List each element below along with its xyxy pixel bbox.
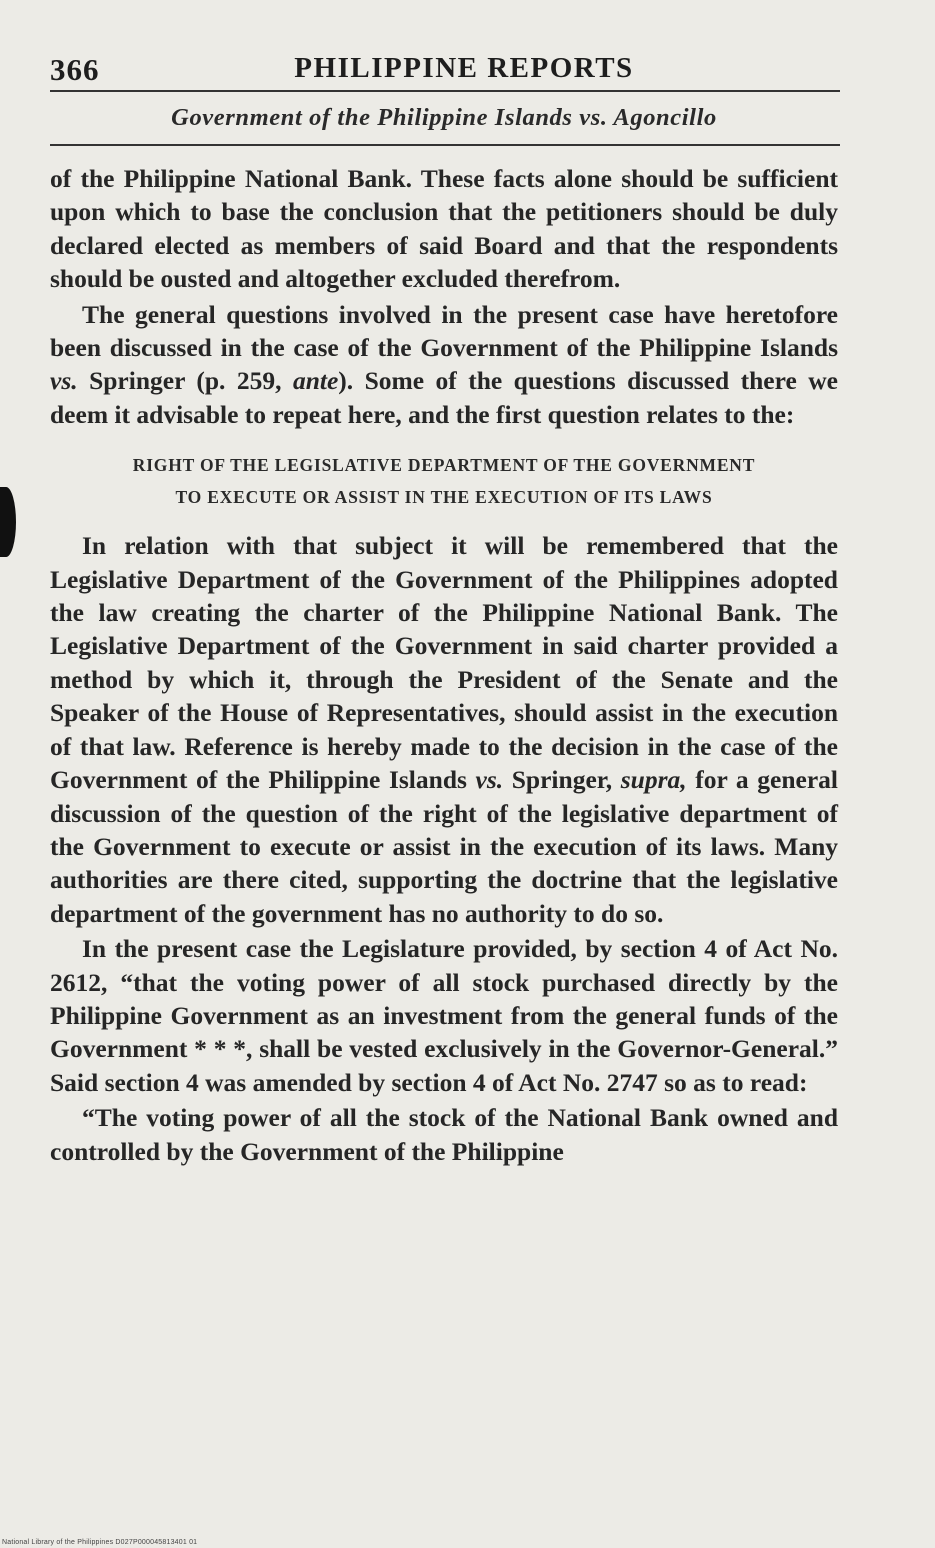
section-heading <box>50 449 838 513</box>
section-heading-line-1: RIGHT OF THE LEGISLATIVE DEPARTMENT OF THE GOVERNMENT <box>132 455 756 476</box>
header-rule-bottom <box>50 144 840 146</box>
paragraph-2-ante: ante <box>292 366 339 396</box>
paragraph-2-text-b: Springer (p. 259, <box>77 366 293 396</box>
header-rule-top <box>50 90 840 92</box>
section-heading-line-2: TO EXECUTE OR ASSIST IN THE EXECUTION OF ITS LAWS <box>175 487 713 508</box>
page-content <box>50 50 838 1168</box>
case-title: Government of the Philippine Islands vs. Agoncillo <box>171 104 717 131</box>
paragraph-3 <box>50 529 838 930</box>
paragraph-5: “The voting power of all the stock of the National Bank owned and controlled by the Government of the Philippine <box>50 1103 838 1166</box>
paragraph-2-vs: vs. <box>50 366 78 396</box>
paragraph-3-text-b: Springer, <box>503 765 621 795</box>
margin-ink-mark <box>0 487 16 557</box>
paragraph-2-text-c: ). Some of the questions discussed there we deem it advisable to repeat here, and the first question relates to the: <box>50 366 838 429</box>
paragraph-1: of the Philippine National Bank. These facts alone should be sufficient upon which to base the conclusion that the petitioners should be duly declared elected as members of said Board and that the respondents should be ousted and altogether excluded therefrom. <box>50 164 838 294</box>
paragraph-3-text-a: In relation with that subject it will be remembered that the Legislative Department of the Government of the Philippines adopted the law creating the charter of the Philippine National Bank. The Legislative Department of the Government in said charter provided a method by which it, through the President of the Senate and the Speaker of the House of Representatives, should assist in the execution of that law. Reference is hereby made to the decision in the case of the Government of the Philippine Islands <box>50 531 838 795</box>
body-text <box>50 162 838 1168</box>
scan-identifier: National Library of the Philippines D027P000045813401 01 <box>2 1539 198 1546</box>
paragraph-2-text-a: The general questions involved in the present case have heretofore been discussed in the case of the Government of the Philippine Islands <box>50 299 838 363</box>
page-header <box>50 50 838 90</box>
paragraph-4: In the present case the Legislature provided, by section 4 of Act No. 2612, “that the voting power of all stock purchased directly by the Philippine Government as an investment from the general funds of the Government * * *, shall be vested exclusively in the Governor-General.” Said section 4 was amended by section 4 of Act No. 2747 so as to read: <box>50 934 838 1097</box>
paragraph-3-supra: supra, <box>620 765 687 795</box>
paragraph-2 <box>50 298 838 432</box>
running-title: PHILIPPINE REPORTS <box>294 52 634 84</box>
paragraph-3-text-c: for a general discussion of the question of the right of the legislative department of the Government to execute or assist in the execution of its laws. Many authorities are there cited, supporting the doctrine that the legislative department of the government has no authority to do so. <box>50 765 838 928</box>
page-number: 366 <box>50 52 100 87</box>
paragraph-3-vs: vs. <box>475 765 504 795</box>
